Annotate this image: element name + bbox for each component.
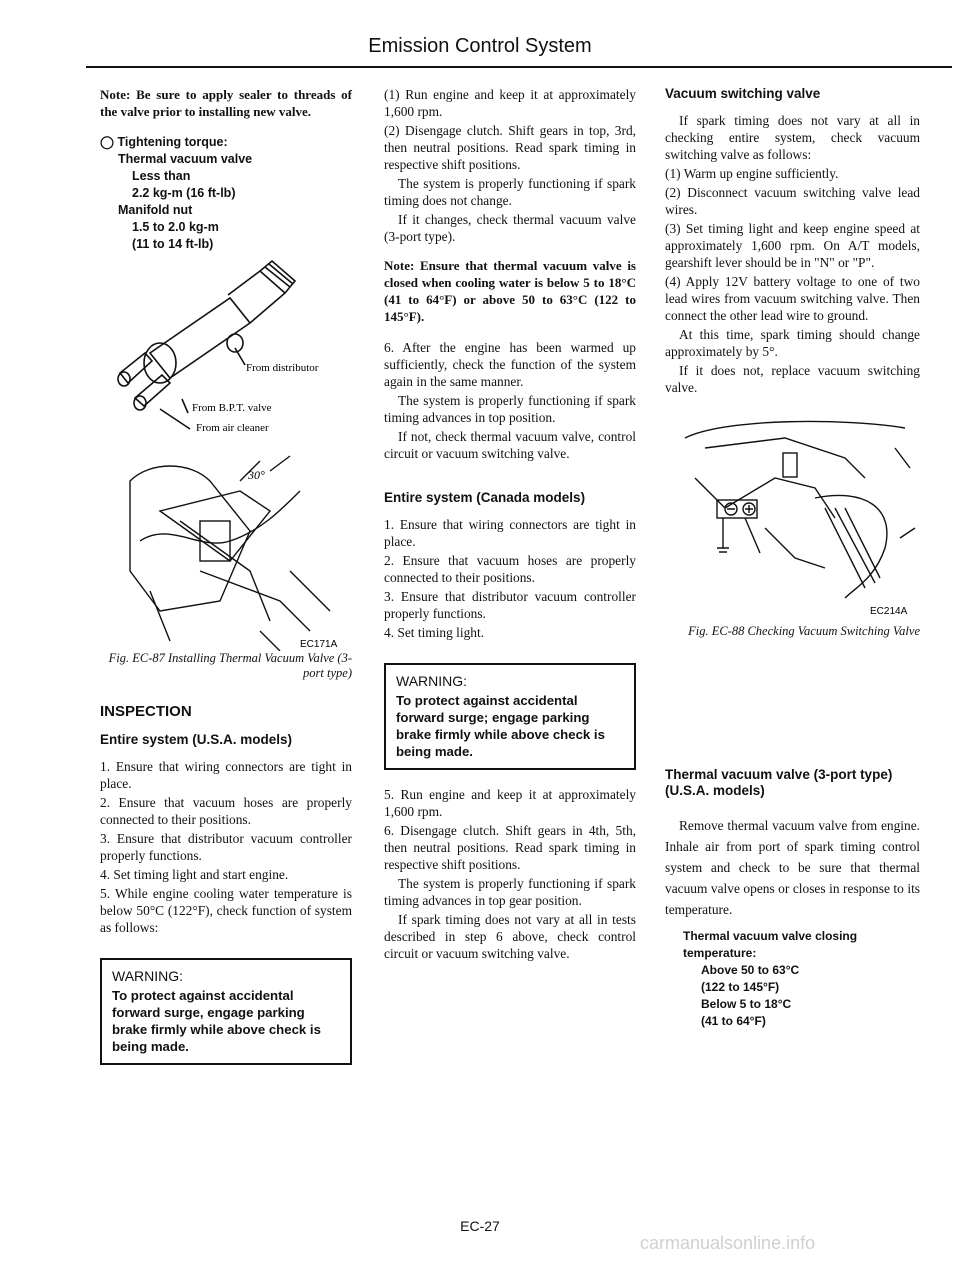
torque-line: Thermal vacuum valve — [118, 152, 253, 166]
torque-line: 2.2 kg-m (16 ft-lb) — [132, 186, 236, 200]
step: 4. Set timing light. — [384, 625, 485, 640]
thermal-valve-diagram — [100, 253, 352, 433]
warning-box — [100, 958, 352, 1065]
page-number: EC-27 — [460, 1218, 500, 1234]
step: 1. Ensure that wiring connectors are tight in place. — [100, 759, 352, 791]
wrench-icon: ◯ — [100, 135, 114, 149]
spec-line: (122 to 145°F) — [701, 980, 780, 994]
paragraph: Remove thermal vacuum valve from engine. Inhale air from port of spark timing control system and check to be sure that thermal vacuum valve opens or closes in response to its temperature. — [665, 818, 920, 917]
closing-temperature-spec — [665, 928, 920, 1030]
torque-line: Less than — [132, 169, 191, 183]
torque-line: 1.5 to 2.0 kg-m — [132, 220, 219, 234]
spec-line: (41 to 64°F) — [701, 1014, 766, 1028]
step: 5. Run engine and keep it at approximately 1,600 rpm. — [384, 787, 636, 819]
step: 2. Ensure that vacuum hoses are properly connected to their positions. — [100, 795, 352, 827]
valve-installation-diagram — [100, 451, 352, 651]
page-header: Emission Control System — [368, 35, 592, 57]
inspection-heading: INSPECTION — [100, 703, 192, 720]
figure-code: EC214A — [870, 606, 908, 617]
spec-line: Below 5 to 18°C — [701, 997, 792, 1011]
column-3 — [665, 86, 920, 1030]
column-1 — [100, 86, 352, 1081]
step: (1) Warm up engine sufficiently. — [665, 166, 839, 181]
sealer-note: Note: Be sure to apply sealer to threads of the valve prior to installing new valve. — [100, 87, 352, 119]
torque-line: Manifold nut — [118, 203, 193, 217]
warning-box — [384, 663, 636, 770]
warning-body: To protect against accidental forward surge; engage parking brake firmly while above check is being made. — [396, 693, 605, 759]
spec-line: temperature: — [683, 946, 757, 960]
angle-label: 30° — [248, 468, 265, 482]
header-rule — [86, 66, 952, 68]
step: (3) Set timing light and keep engine speed at approximately 1,600 rpm. On A/T models, gearshift lever should be in "N" or "P". — [665, 221, 920, 270]
entire-system-usa-heading: Entire system (U.S.A. models) — [100, 732, 293, 747]
entire-system-canada-heading: Entire system (Canada models) — [384, 490, 586, 505]
vacuum-switching-valve-diagram — [665, 418, 920, 618]
paragraph: If spark timing does not vary at all in tests described in step 6 above, check control circuit or vacuum switching valve. — [384, 912, 636, 961]
paragraph: The system is properly functioning if spark timing advances in top gear position. — [384, 876, 636, 908]
paragraph: 6. After the engine has been warmed up sufficiently, check the function of the system again in the same manner. — [384, 340, 636, 389]
warning-title: WARNING: — [396, 673, 468, 689]
step: (2) Disconnect vacuum switching valve lead wires. — [665, 185, 920, 217]
paragraph: (2) Disengage clutch. Shift gears in top, 3rd, then neutral positions. Read spark timing in respective shift positions. — [384, 123, 636, 172]
step: 1. Ensure that wiring connectors are tight in place. — [384, 517, 636, 549]
spec-line: Thermal vacuum valve closing — [683, 929, 858, 943]
step: 5. While engine cooling water temperature is below 50°C (122°F), check function of system as follows: — [100, 886, 352, 935]
paragraph: At this time, spark timing should change approximately by 5°. — [665, 327, 920, 359]
watermark: carmanualsonline.info — [640, 1233, 816, 1253]
paragraph: If it does not, replace vacuum switching valve. — [665, 363, 920, 395]
warning-body: To protect against accidental forward surge, engage parking brake firmly while above check is being made. — [112, 988, 321, 1054]
label-from-air-cleaner: From air cleaner — [196, 422, 269, 433]
spec-line: Above 50 to 63°C — [701, 963, 800, 977]
paragraph: The system is properly functioning if spark timing advances in top position. — [384, 393, 636, 425]
thermal-vacuum-valve-heading: Thermal vacuum valve (3-port type) (U.S.A. models) — [665, 767, 893, 798]
torque-line: (11 to 14 ft-lb) — [132, 237, 214, 251]
step: 2. Ensure that vacuum hoses are properly connected to their positions. — [384, 553, 636, 585]
step: 3. Ensure that distributor vacuum controller properly functions. — [384, 589, 636, 621]
step: 3. Ensure that distributor vacuum controller properly functions. — [100, 831, 352, 863]
warning-title: WARNING: — [112, 968, 184, 984]
vacuum-switching-valve-heading: Vacuum switching valve — [665, 86, 821, 101]
paragraph: The system is properly functioning if spark timing does not change. — [384, 176, 636, 208]
paragraph: If not, check thermal vacuum valve, control circuit or vacuum switching valve. — [384, 429, 636, 461]
column-2 — [384, 86, 636, 964]
step: 4. Set timing light and start engine. — [100, 867, 289, 882]
torque-spec — [100, 134, 352, 253]
label-from-distributor: From distributor — [246, 362, 319, 374]
figure-caption: Fig. EC-88 Checking Vacuum Switching Valve — [688, 624, 920, 638]
torque-title: ◯ Tightening torque: — [100, 135, 228, 149]
temperature-note: Note: Ensure that thermal vacuum valve is closed when cooling water is below 5 to 18°C (41 to 64°F) or above 50 to 63°C (122 to 145°F). — [384, 258, 636, 324]
figure-caption: Fig. EC-87 Installing Thermal Vacuum Valve (3-port type) — [108, 651, 352, 680]
paragraph: If it changes, check thermal vacuum valve (3-port type). — [384, 212, 636, 244]
label-from-bpt-valve: From B.P.T. valve — [192, 402, 272, 414]
paragraph: (1) Run engine and keep it at approximately 1,600 rpm. — [384, 87, 636, 119]
step: 6. Disengage clutch. Shift gears in 4th, 5th, then neutral positions. Read spark timing in respective shift positions. — [384, 823, 636, 872]
figure-code: EC171A — [300, 639, 338, 650]
step: (4) Apply 12V battery voltage to one of two lead wires from vacuum switching valve. Then connect the other lead wire to ground. — [665, 274, 920, 323]
paragraph: If spark timing does not vary at all in checking entire system, check vacuum switching valve as follows: — [665, 113, 920, 162]
